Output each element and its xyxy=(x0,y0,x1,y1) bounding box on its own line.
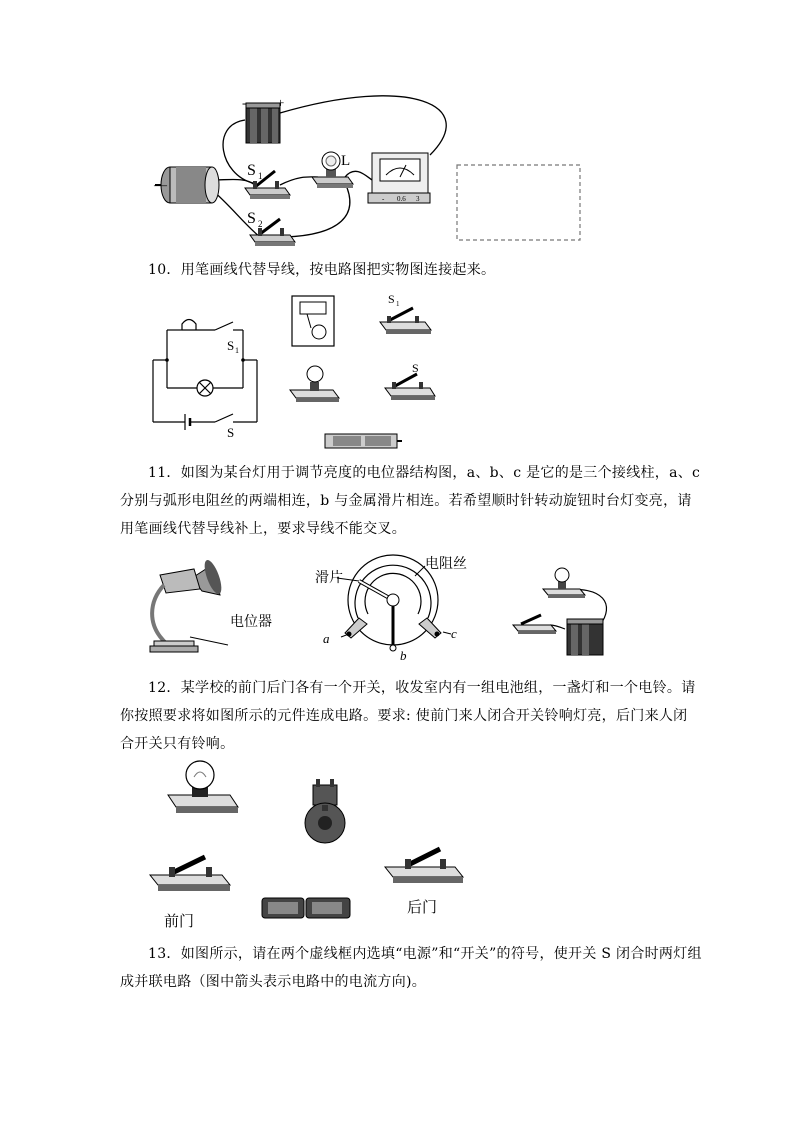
q11-circuit-components xyxy=(505,565,615,660)
q11-line3: 用笔画线代替导线补上，要求导线不能交叉。 xyxy=(120,521,406,537)
terminal-b-label: b xyxy=(400,648,407,663)
switch-s2-icon xyxy=(250,219,295,246)
switch-s1-component-icon xyxy=(380,308,431,334)
top-circuit-figure xyxy=(150,95,590,250)
q11-battery-icon xyxy=(567,619,603,655)
front-door-label: 前门 xyxy=(164,912,195,930)
switch-s-component-icon xyxy=(385,374,435,400)
s2-sub-label: 2 xyxy=(258,219,263,229)
battery-minus-label: - xyxy=(242,95,247,110)
front-door-switch-icon xyxy=(150,857,230,891)
battery-pair-icon xyxy=(262,898,350,918)
q10-s1-label: S xyxy=(227,338,235,353)
q10-s-component-label: S xyxy=(412,361,419,375)
q12-lamp-icon xyxy=(168,761,238,813)
q11-lamp-icon xyxy=(543,568,585,598)
q10-circuit-diagram xyxy=(145,310,275,440)
ammeter-scale-b: 3 xyxy=(416,195,420,203)
s1-label: S xyxy=(247,162,256,179)
resistance-wire-label: 电阻丝 xyxy=(425,556,467,572)
motor-minus-label: — xyxy=(154,177,167,192)
q11-switch-icon xyxy=(513,615,556,634)
q13-line1: 13．如图所示，请在两个虚线框内选填“电源”和“开关”的符号，使开关 S 闭合时两灯组 xyxy=(148,946,702,962)
q11-line2: 分别与弧形电阻丝的两端相连，b 与金属滑片相连。若希望顺时针转动旋钮时台灯变亮，请 xyxy=(120,493,692,509)
slider-label: 滑片 xyxy=(315,570,343,586)
terminal-a-label: a xyxy=(323,631,330,646)
battery-component-icon xyxy=(325,434,402,448)
q10-text: 10．用笔画线代替导线，按电路图把实物图连接起来。 xyxy=(148,262,496,278)
q12-line2: 你按照要求将如图所示的元件连成电路。要求: 使前门来人闭合开关铃响灯亮，后门来人闭 xyxy=(120,708,688,724)
potentiometer-label: 电位器 xyxy=(230,614,272,630)
q13-line2: 成并联电路（图中箭头表示电路中的电流方向)。 xyxy=(120,974,427,990)
q12-line3: 合开关只有铃响。 xyxy=(120,736,235,752)
back-door-switch-icon xyxy=(385,849,463,883)
lamp-label: L xyxy=(341,153,351,169)
q10-s-label: S xyxy=(227,425,235,440)
q12-line1: 12．某学校的前门后门各有一个开关，收发室内有一组电池组，一盏灯和一个电铃。请 xyxy=(148,680,696,696)
q10-s1-sub: 1 xyxy=(235,346,239,355)
dashed-answer-box xyxy=(457,165,580,240)
electric-bell-icon xyxy=(305,779,345,843)
battery-pack-icon xyxy=(246,103,280,143)
q10-s1-component-label: S xyxy=(388,292,395,306)
desk-lamp-figure xyxy=(140,545,290,660)
electric-bell-icon xyxy=(292,296,334,346)
s1-sub-label: 1 xyxy=(258,171,263,181)
terminal-c-label: c xyxy=(451,626,457,641)
q10-components xyxy=(285,288,445,458)
q11-line1: 11．如图为某台灯用于调节亮度的电位器结构图，a、b、c 是它的是三个接线柱，a、c xyxy=(148,465,701,481)
ammeter-scale-a: 0.6 xyxy=(397,195,406,203)
lamp-component-icon xyxy=(290,366,339,402)
s2-label: S xyxy=(247,210,256,227)
q10-s1-component-sub: 1 xyxy=(396,300,400,308)
battery-plus-label: + xyxy=(277,95,285,110)
ammeter-minus-label: - xyxy=(382,195,385,203)
back-door-label: 后门 xyxy=(407,898,438,916)
